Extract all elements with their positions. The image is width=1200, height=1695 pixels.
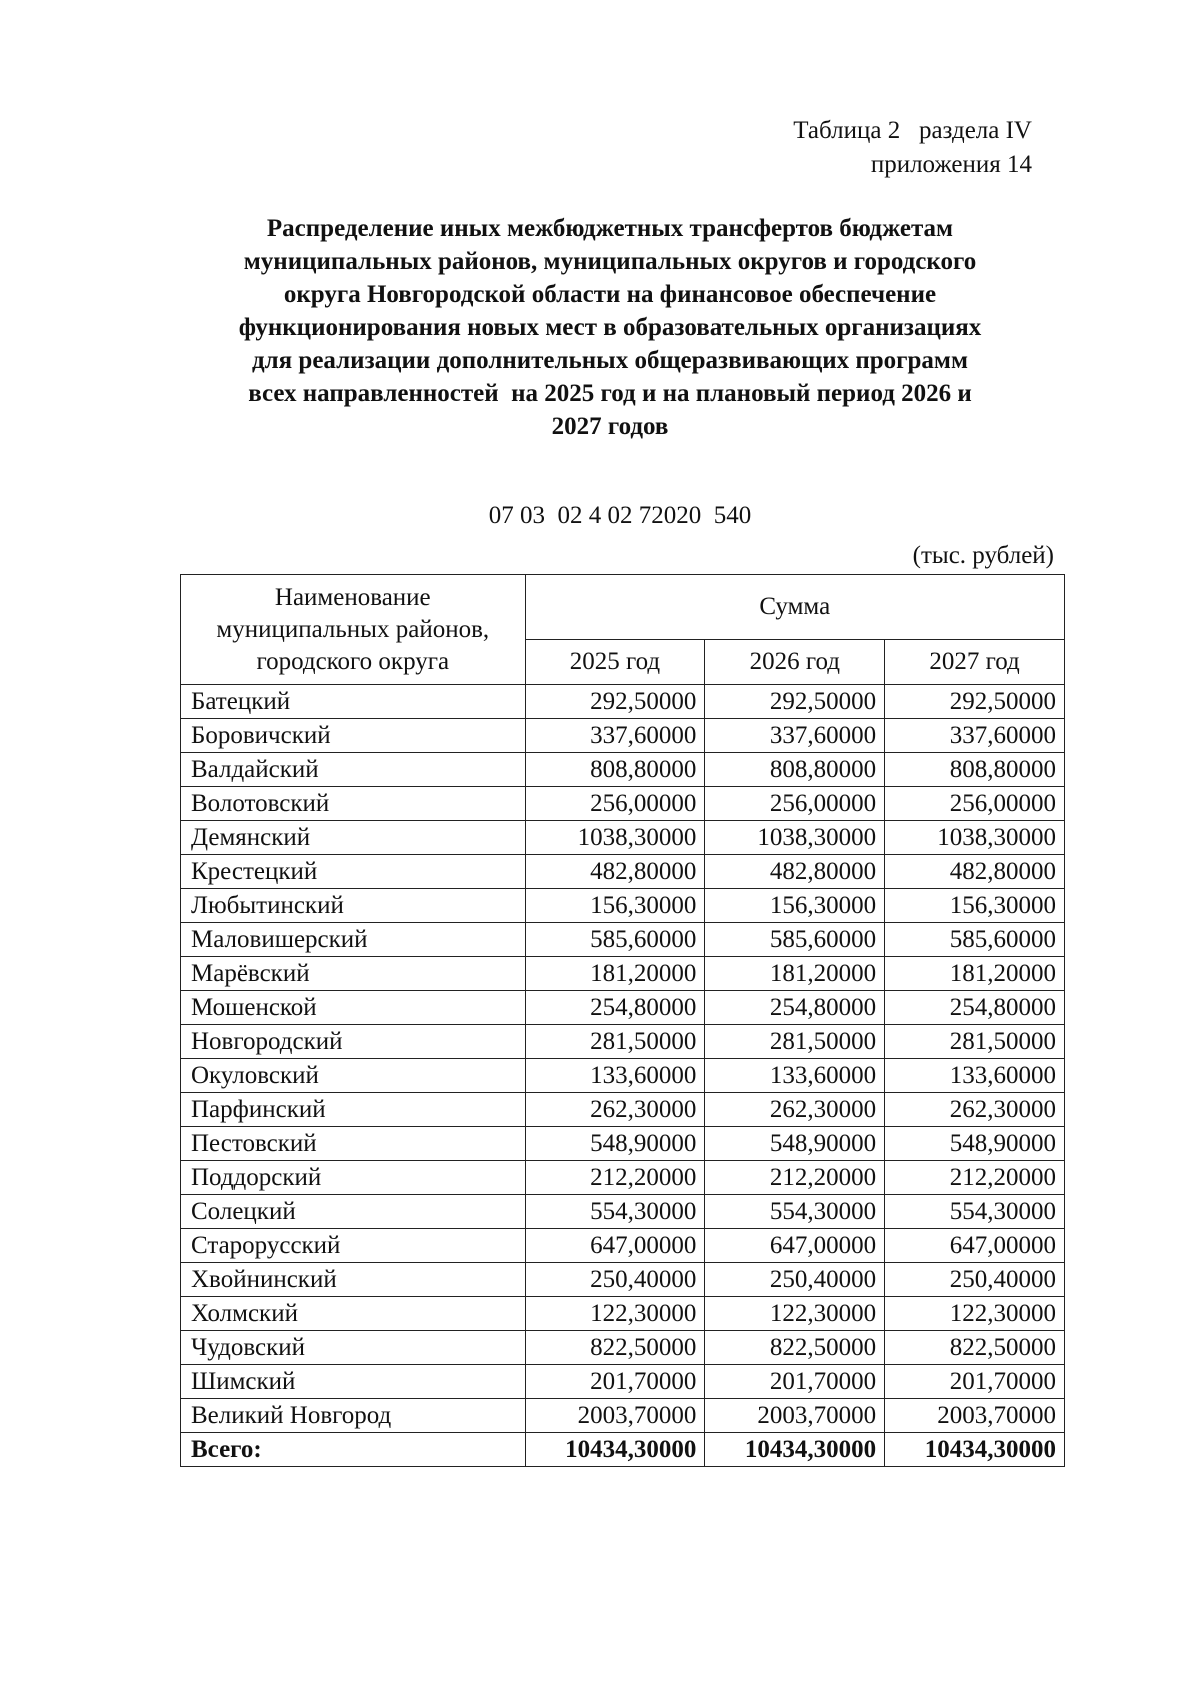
unit-label: (тыс. рублей)	[912, 542, 1054, 569]
municipality-name: Хвойнинский	[181, 1263, 526, 1297]
amount-2027: 201,70000	[885, 1365, 1065, 1399]
amount-2026: 585,60000	[705, 923, 885, 957]
table-row	[181, 889, 1065, 923]
amount-2026: 554,30000	[705, 1195, 885, 1229]
budget-classification-code: 07 03 02 4 02 72020 540	[488, 502, 752, 529]
amount-2025: 585,60000	[525, 923, 705, 957]
amount-2027: 585,60000	[885, 923, 1065, 957]
table-row	[181, 719, 1065, 753]
amount-2025: 212,20000	[525, 1161, 705, 1195]
amount-2025: 808,80000	[525, 753, 705, 787]
amount-2025: 647,00000	[525, 1229, 705, 1263]
amount-2026: 256,00000	[705, 787, 885, 821]
amount-2026: 262,30000	[705, 1093, 885, 1127]
table-row	[181, 1059, 1065, 1093]
table-row	[181, 821, 1065, 855]
header-year-2026: 2026 год	[705, 640, 885, 685]
municipality-name: Валдайский	[181, 753, 526, 787]
amount-2026: 647,00000	[705, 1229, 885, 1263]
amount-2026: 548,90000	[705, 1127, 885, 1161]
municipality-name: Любытинский	[181, 889, 526, 923]
amount-2025: 482,80000	[525, 855, 705, 889]
header-year-2025: 2025 год	[525, 640, 705, 685]
table-row	[181, 1331, 1065, 1365]
amount-2027: 254,80000	[885, 991, 1065, 1025]
table-row	[181, 787, 1065, 821]
header-sum: Сумма	[525, 575, 1064, 640]
table-row	[181, 1297, 1065, 1331]
table-row	[181, 957, 1065, 991]
amount-2026: 201,70000	[705, 1365, 885, 1399]
amount-2027: 250,40000	[885, 1263, 1065, 1297]
municipality-name: Боровичский	[181, 719, 526, 753]
municipality-name: Великий Новгород	[181, 1399, 526, 1433]
amount-2026: 292,50000	[705, 685, 885, 719]
amount-2025: 181,20000	[525, 957, 705, 991]
amount-2027: 156,30000	[885, 889, 1065, 923]
amount-2026: 822,50000	[705, 1331, 885, 1365]
municipality-name: Марёвский	[181, 957, 526, 991]
total-amount-2027: 10434,30000	[885, 1433, 1065, 1467]
total-amount-2026: 10434,30000	[705, 1433, 885, 1467]
amount-2025: 554,30000	[525, 1195, 705, 1229]
amount-2025: 822,50000	[525, 1331, 705, 1365]
header-name-line: городского округа	[256, 647, 450, 675]
amount-2027: 1038,30000	[885, 821, 1065, 855]
title-line: всех направленностей на 2025 год и на плановый период 2026 и	[248, 380, 972, 407]
municipality-name: Холмский	[181, 1297, 526, 1331]
amount-2025: 156,30000	[525, 889, 705, 923]
municipality-name: Чудовский	[181, 1331, 526, 1365]
amount-2027: 482,80000	[885, 855, 1065, 889]
table-row	[181, 923, 1065, 957]
amount-2027: 212,20000	[885, 1161, 1065, 1195]
amount-2027: 281,50000	[885, 1025, 1065, 1059]
table-body	[181, 685, 1065, 1467]
amount-2025: 548,90000	[525, 1127, 705, 1161]
amount-2026: 181,20000	[705, 957, 885, 991]
amount-2026: 122,30000	[705, 1297, 885, 1331]
amount-2027: 808,80000	[885, 753, 1065, 787]
table-row	[181, 1025, 1065, 1059]
amount-2027: 337,60000	[885, 719, 1065, 753]
table-row	[181, 991, 1065, 1025]
title-line: Распределение иных межбюджетных трансфертов бюджетам	[266, 215, 954, 242]
amount-2026: 808,80000	[705, 753, 885, 787]
amount-2025: 262,30000	[525, 1093, 705, 1127]
amount-2027: 822,50000	[885, 1331, 1065, 1365]
amount-2026: 254,80000	[705, 991, 885, 1025]
municipality-name: Мошенской	[181, 991, 526, 1025]
amount-2027: 2003,70000	[885, 1399, 1065, 1433]
table-header-row	[181, 575, 1065, 640]
amount-2027: 256,00000	[885, 787, 1065, 821]
title-line: для реализации дополнительных общеразвивающих программ	[251, 347, 968, 374]
amount-2025: 133,60000	[525, 1059, 705, 1093]
municipality-name: Парфинский	[181, 1093, 526, 1127]
amount-2026: 482,80000	[705, 855, 885, 889]
amount-2026: 1038,30000	[705, 821, 885, 855]
table-reference-line-2: приложения 14	[870, 151, 1032, 178]
title-line: 2027 годов	[551, 413, 669, 440]
title-line: функционирования новых мест в образовательных организациях	[238, 314, 982, 341]
amount-2026: 337,60000	[705, 719, 885, 753]
municipality-name: Волотовский	[181, 787, 526, 821]
amount-2027: 548,90000	[885, 1127, 1065, 1161]
amount-2026: 156,30000	[705, 889, 885, 923]
table-row	[181, 1093, 1065, 1127]
municipality-name: Солецкий	[181, 1195, 526, 1229]
municipality-name: Шимский	[181, 1365, 526, 1399]
amount-2026: 250,40000	[705, 1263, 885, 1297]
header-municipality-name	[181, 575, 526, 685]
amount-2026: 212,20000	[705, 1161, 885, 1195]
table-row	[181, 1229, 1065, 1263]
amount-2025: 337,60000	[525, 719, 705, 753]
header-name-line: Наименование	[274, 583, 431, 611]
amount-2025: 1038,30000	[525, 821, 705, 855]
total-label: Всего:	[181, 1433, 526, 1467]
amount-2027: 262,30000	[885, 1093, 1065, 1127]
amount-2027: 554,30000	[885, 1195, 1065, 1229]
municipality-name: Пестовский	[181, 1127, 526, 1161]
amount-2025: 254,80000	[525, 991, 705, 1025]
header-name-line: муниципальных районов,	[216, 615, 490, 643]
municipality-name: Демянский	[181, 821, 526, 855]
table-row	[181, 1195, 1065, 1229]
amount-2027: 122,30000	[885, 1297, 1065, 1331]
table-row	[181, 1161, 1065, 1195]
title-line: муниципальных районов, муниципальных округов и городского	[243, 248, 977, 275]
table-row	[181, 685, 1065, 719]
table-row	[181, 1365, 1065, 1399]
municipality-name: Старорусский	[181, 1229, 526, 1263]
amount-2027: 133,60000	[885, 1059, 1065, 1093]
amount-2027: 647,00000	[885, 1229, 1065, 1263]
total-amount-2025: 10434,30000	[525, 1433, 705, 1467]
amount-2027: 292,50000	[885, 685, 1065, 719]
amount-2026: 281,50000	[705, 1025, 885, 1059]
table-total-row	[181, 1433, 1065, 1467]
table-row	[181, 753, 1065, 787]
municipality-name: Окуловский	[181, 1059, 526, 1093]
amount-2025: 122,30000	[525, 1297, 705, 1331]
amount-2025: 292,50000	[525, 685, 705, 719]
header-year-2027: 2027 год	[885, 640, 1065, 685]
table-reference	[793, 114, 1032, 182]
amount-2026: 2003,70000	[705, 1399, 885, 1433]
table-row	[181, 1127, 1065, 1161]
municipality-name: Крестецкий	[181, 855, 526, 889]
amount-2027: 181,20000	[885, 957, 1065, 991]
title-line: округа Новгородской области на финансовое обеспечение	[283, 281, 937, 308]
amount-2025: 201,70000	[525, 1365, 705, 1399]
table-row	[181, 1399, 1065, 1433]
table-row	[181, 855, 1065, 889]
table-reference-line-1: Таблица 2 раздела IV	[793, 117, 1032, 144]
amount-2026: 133,60000	[705, 1059, 885, 1093]
municipality-name: Батецкий	[181, 685, 526, 719]
amount-2025: 281,50000	[525, 1025, 705, 1059]
amount-2025: 2003,70000	[525, 1399, 705, 1433]
amount-2025: 256,00000	[525, 787, 705, 821]
amount-2025: 250,40000	[525, 1263, 705, 1297]
document-title	[150, 212, 1070, 443]
municipality-name: Новгородский	[181, 1025, 526, 1059]
table-row	[181, 1263, 1065, 1297]
municipality-name: Поддорский	[181, 1161, 526, 1195]
municipality-name: Маловишерский	[181, 923, 526, 957]
transfers-table	[180, 574, 1065, 1467]
